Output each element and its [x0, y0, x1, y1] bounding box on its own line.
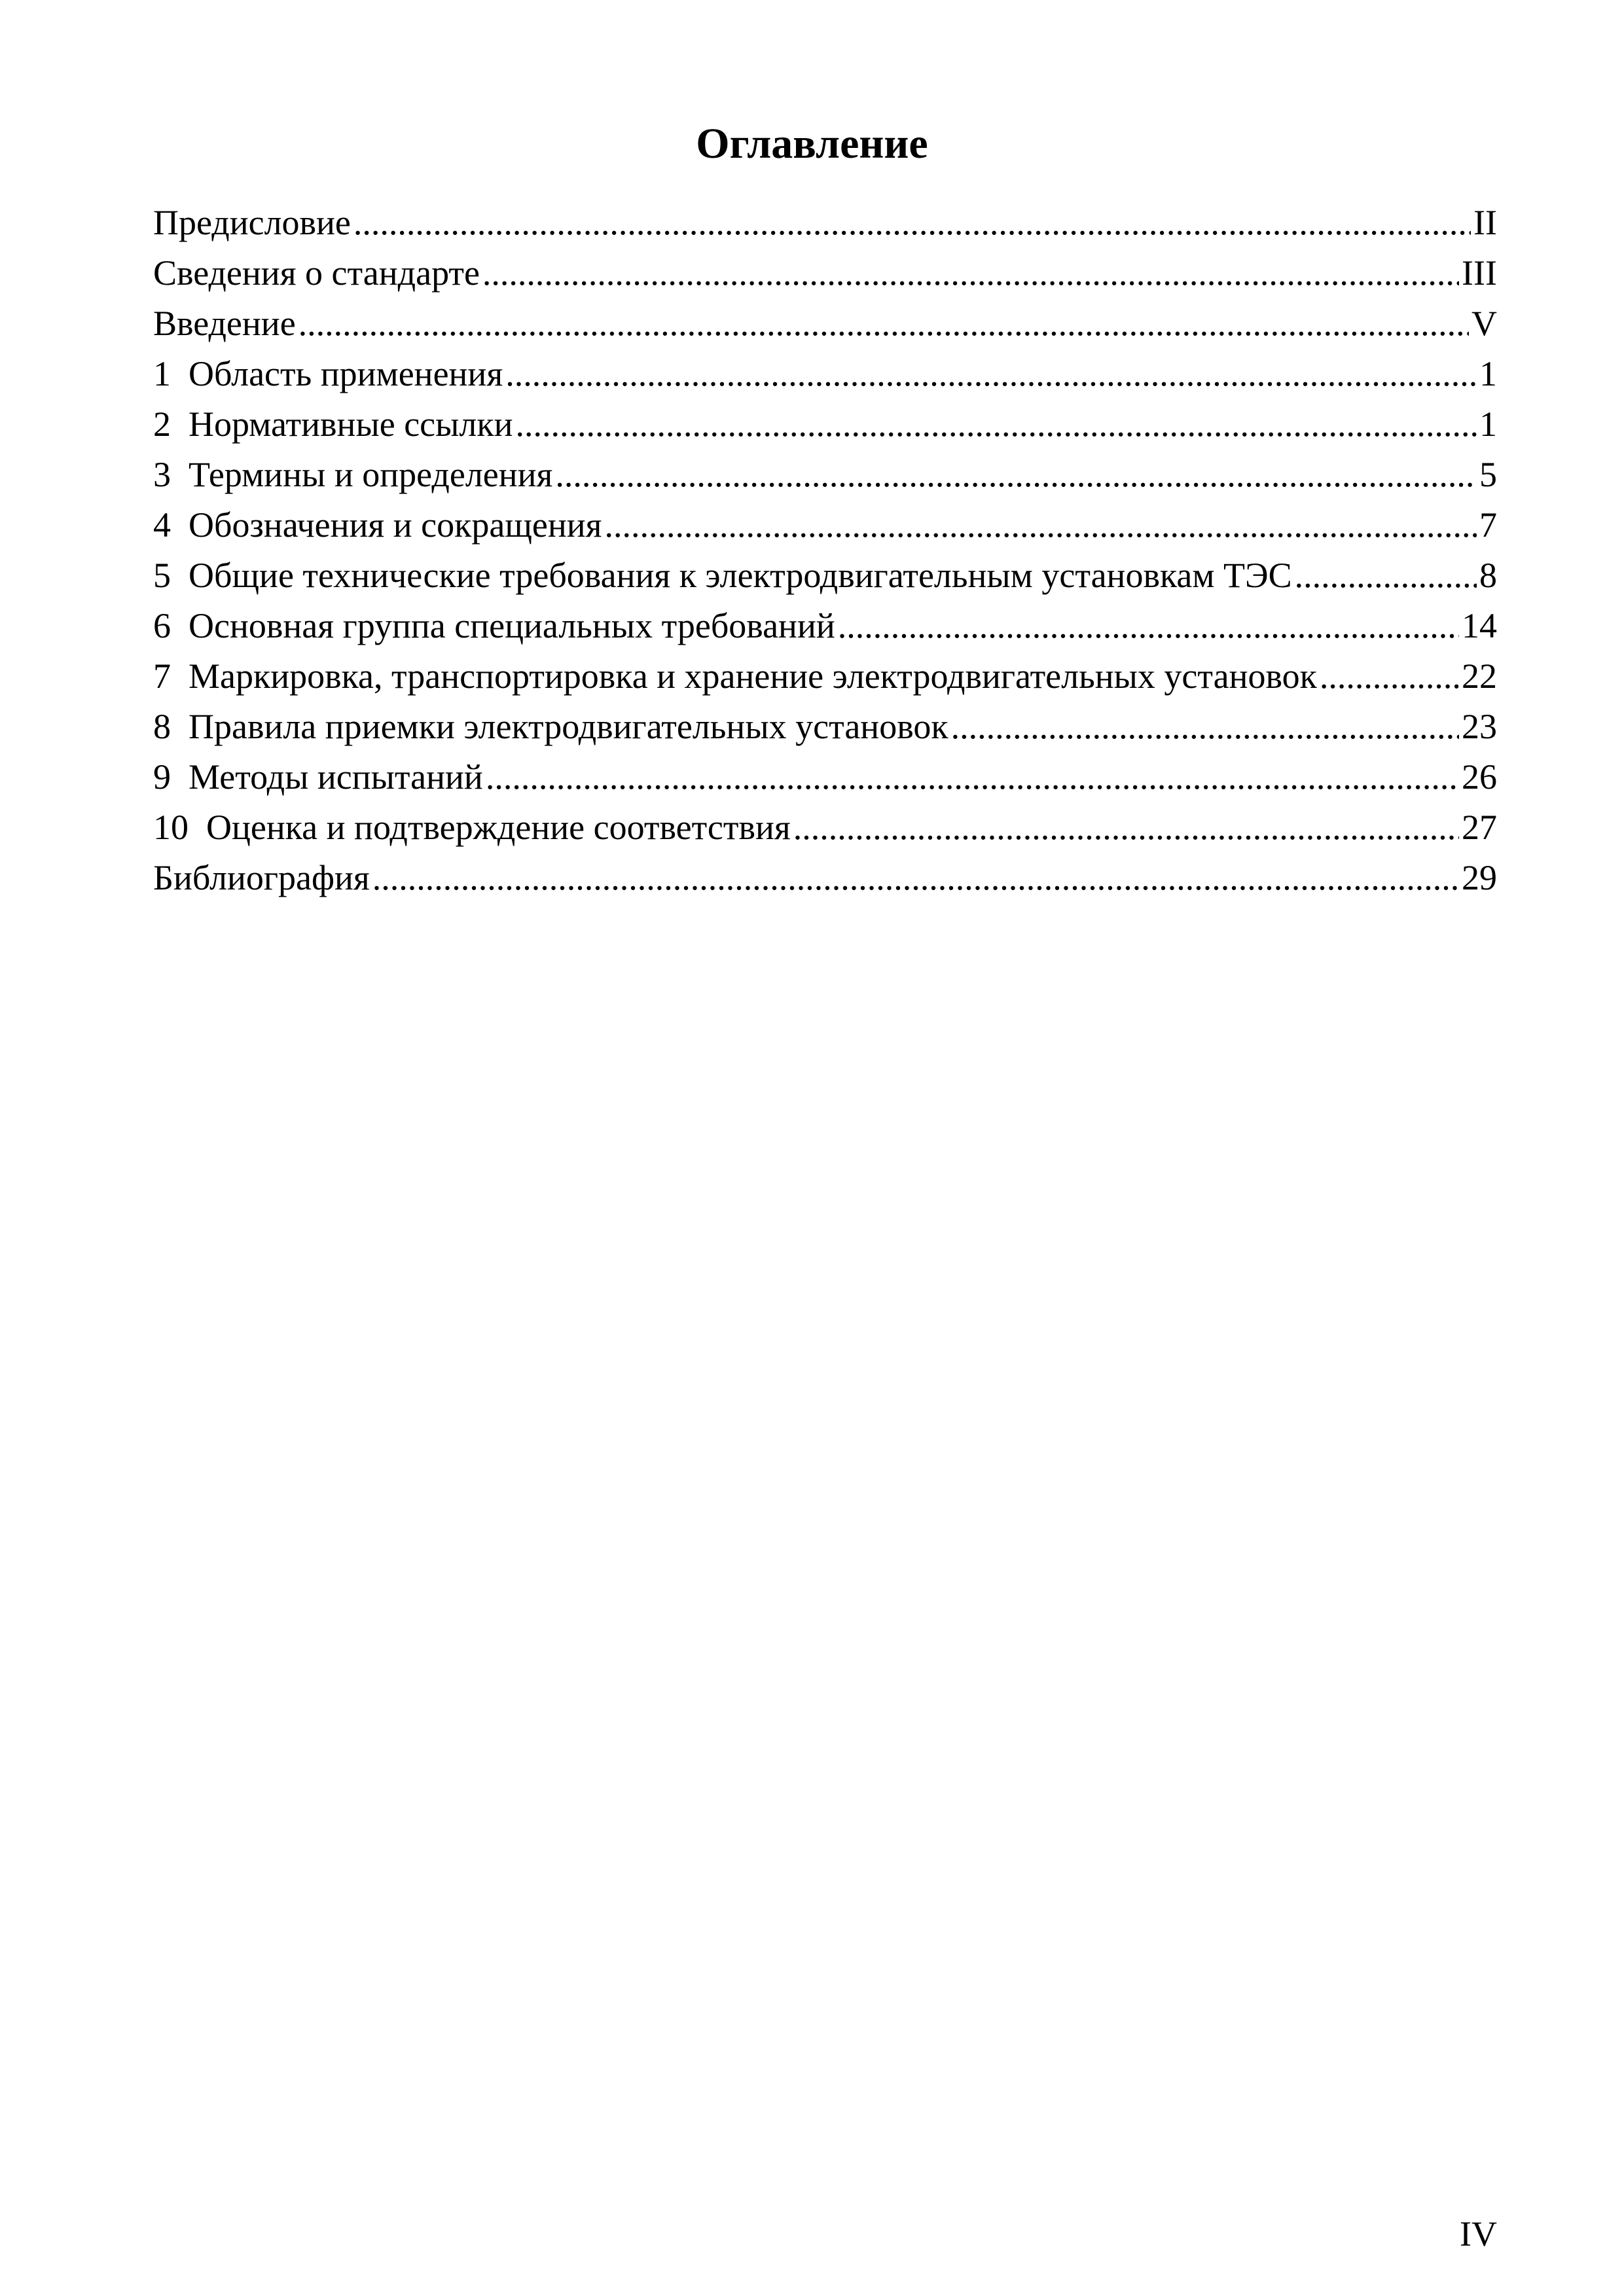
toc-entry-section-9[interactable]: [153, 752, 1497, 802]
toc-entry-bibliography[interactable]: [153, 853, 1497, 903]
dot-leader: [372, 853, 1459, 903]
toc-entry-label: Предисловие: [153, 203, 351, 242]
toc-entry-page: 23: [1462, 707, 1497, 746]
toc-entry-section-4[interactable]: [153, 500, 1497, 550]
dot-leader: [951, 702, 1459, 752]
toc-entry-label: 9 Методы испытаний: [153, 757, 483, 797]
toc-entry-label: Библиография: [153, 858, 370, 897]
dot-leader: [555, 450, 1477, 500]
toc-entry-label: Введение: [153, 304, 296, 343]
dot-leader: [516, 399, 1477, 450]
dot-leader: [298, 298, 1469, 349]
toc-entry-page: III: [1462, 253, 1497, 293]
toc-entry-foreword[interactable]: [153, 198, 1497, 248]
dot-leader: [486, 752, 1459, 802]
toc-entry-section-7[interactable]: [153, 651, 1497, 702]
dot-leader: [793, 802, 1459, 853]
toc-entry-label: 7 Маркировка, транспортировка и хранение электродвигательных установок: [153, 656, 1317, 696]
toc-entry-page: V: [1471, 304, 1497, 343]
toc-entry-label: 10 Оценка и подтверждение соответствия: [153, 808, 791, 847]
page-number: IV: [1460, 2214, 1497, 2253]
toc-entry-label: 1 Область применения: [153, 354, 503, 393]
toc-entry-introduction[interactable]: [153, 298, 1497, 349]
toc-entry-standard-info[interactable]: [153, 248, 1497, 298]
toc-entry-section-3[interactable]: [153, 450, 1497, 500]
toc-entry-section-5[interactable]: [153, 550, 1497, 601]
toc-entry-page: 5: [1479, 455, 1497, 494]
toc-entry-page: 14: [1462, 606, 1497, 645]
toc-entry-page: 7: [1479, 505, 1497, 545]
toc-entry-label: 3 Термины и определения: [153, 455, 553, 494]
toc-entry-page: 27: [1462, 808, 1497, 847]
toc-entry-label: 5 Общие технические требования к электродвигательным установкам ТЭС: [153, 556, 1292, 595]
dot-leader: [505, 349, 1477, 399]
toc-entry-label: 6 Основная группа специальных требований: [153, 606, 835, 645]
toc-entry-label: 8 Правила приемки электродвигательных установок: [153, 707, 948, 746]
dot-leader: [605, 500, 1477, 550]
page-title: Оглавление: [696, 120, 928, 168]
dot-leader: [1295, 550, 1477, 601]
toc-list: [153, 198, 1497, 903]
toc-entry-page: 22: [1462, 656, 1497, 696]
toc-entry-label: Сведения о стандарте: [153, 253, 480, 293]
toc-entry-section-2[interactable]: [153, 399, 1497, 450]
dot-leader: [353, 198, 1471, 248]
toc-entry-page: 29: [1462, 858, 1497, 897]
dot-leader: [838, 601, 1459, 651]
toc-entry-section-1[interactable]: [153, 349, 1497, 399]
toc-entry-page: 1: [1479, 354, 1497, 393]
toc-entry-label: 2 Нормативные ссылки: [153, 404, 513, 444]
toc-entry-section-10[interactable]: [153, 802, 1497, 853]
toc-entry-page: 8: [1479, 556, 1497, 595]
dot-leader: [1320, 651, 1459, 702]
toc-entry-label: 4 Обозначения и сокращения: [153, 505, 602, 545]
toc-entry-section-8[interactable]: [153, 702, 1497, 752]
toc-entry-page: 1: [1479, 404, 1497, 444]
toc-entry-page: II: [1473, 203, 1497, 242]
dot-leader: [482, 248, 1459, 298]
toc-entry-section-6[interactable]: [153, 601, 1497, 651]
toc-entry-page: 26: [1462, 757, 1497, 797]
